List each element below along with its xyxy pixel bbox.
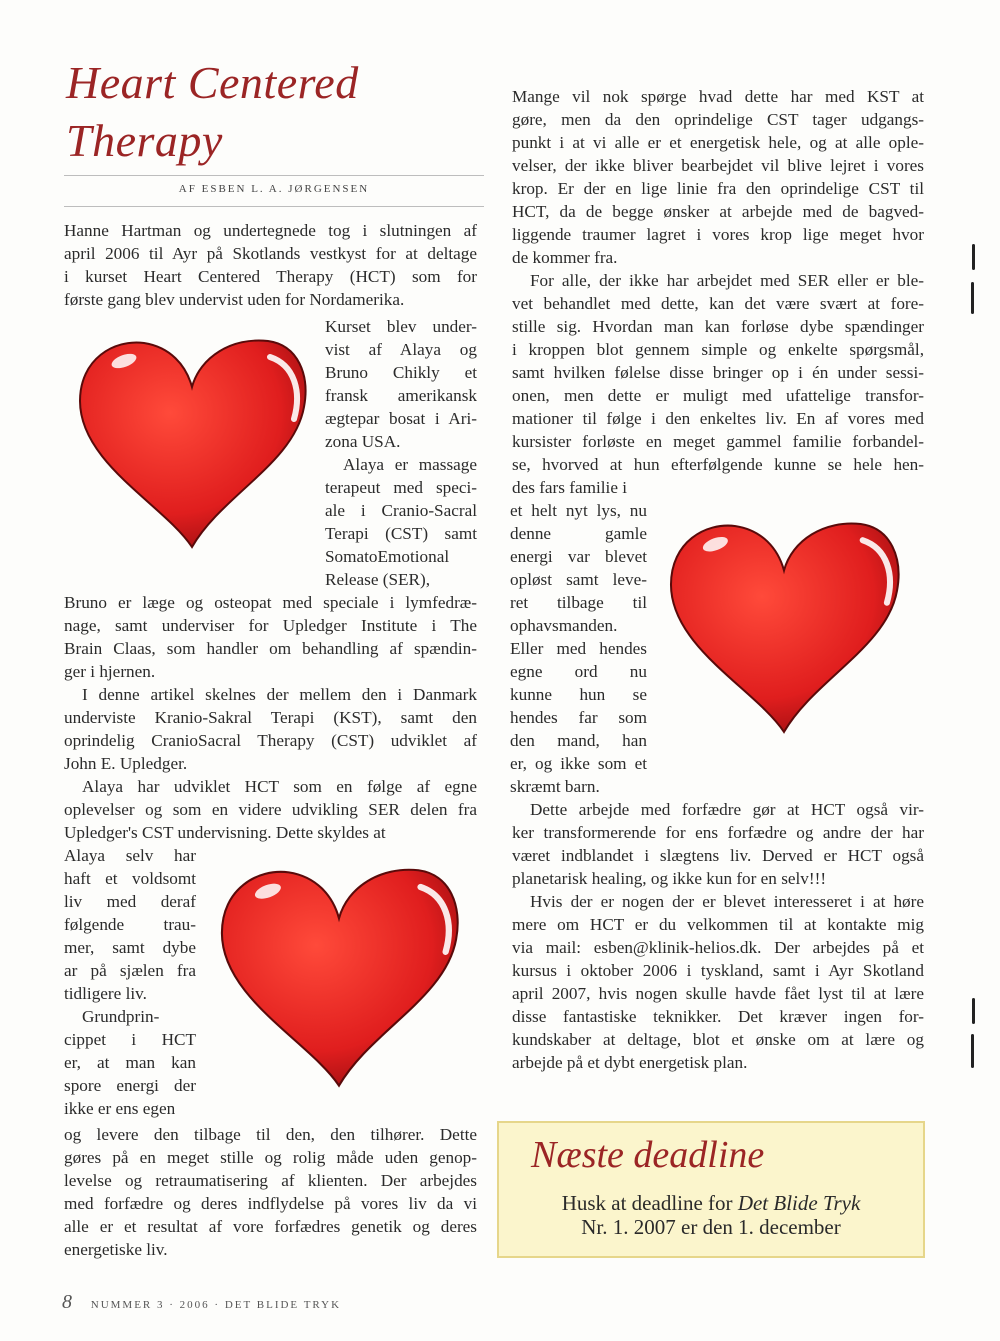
text-line: For alle, der ikke har arbejdet med SER eller er ble- [530, 271, 924, 290]
text-line: oprindelig CranioSacral Therapy (CST) udviklet af [64, 731, 477, 750]
text-line: ophavsmanden. [510, 616, 618, 635]
title-rule-top [64, 175, 484, 176]
text-line: Dette arbejde med forfædre gør at HCT også vir- [530, 800, 924, 819]
deadline-line-2: Nr. 1. 2007 er den 1. december [581, 1215, 841, 1239]
text-line: terapeut med speci- [325, 478, 477, 497]
text-line: liv med deraf [64, 892, 196, 911]
text-line: levelse og retraumatisering af klienten. Der arbejdes [64, 1171, 477, 1190]
text-line: punkt i at vi alle er et energetisk hele, og at alle ople- [512, 133, 924, 152]
text-line: hendes far som [510, 708, 647, 727]
text-line: oplevelser og som en videre udvikling SER delen fra [64, 800, 477, 819]
text-line: des fars familie i [512, 478, 628, 497]
col2-narrow-text [510, 499, 647, 798]
deadline-line-1-prefix: Husk at deadline for [561, 1191, 738, 1215]
text-line: liggende traumer lagret i vores krop lige meget hvor [512, 225, 924, 244]
text-line: vet behandlet med dette, kan det være svært at fore- [512, 294, 924, 313]
margin-mark [971, 1034, 974, 1068]
byline: AF ESBEN L. A. JØRGENSEN [178, 183, 370, 195]
title-rule-bottom [64, 206, 484, 207]
text-line: SomatoEmotional [325, 547, 450, 566]
text-line: skræmt barn. [510, 777, 600, 796]
col1-intro-paragraph [64, 219, 477, 311]
text-line: fransk amerikansk [325, 386, 477, 405]
text-line: underviste Kranio-Sakral Terapi (KST), samt den [64, 708, 477, 727]
page-number: 8 [62, 1291, 72, 1313]
text-line: ger i hjernen. [64, 662, 156, 681]
text-line: gøre, men da den oprindelige CST tager udgangs- [512, 110, 924, 129]
text-line: planetarisk healing, og ikke kun for en selv!!! [512, 869, 827, 888]
text-line: ar på sjælen fra [64, 961, 196, 980]
text-line: Kurset blev under- [325, 317, 477, 336]
text-line: HCT, da de begge ønsker at arbejde med de bagved- [512, 202, 924, 221]
footer-text: NUMMER 3 · 2006 · DET BLIDE TRYK [90, 1299, 342, 1311]
text-line: Brain Claas, som handler om behandling af spændin- [64, 639, 477, 658]
text-line: via mail: esben@klinik-helios.dk. Der arbejdes på et [512, 938, 924, 957]
text-line: energi var blevet [510, 547, 647, 566]
text-line: spore energi der [64, 1076, 196, 1095]
text-line: i kroppen blot gennem simple og enkelte spørgsmål, [512, 340, 924, 359]
text-line: Upledger's CST undervisning. Dette skyldes at [64, 823, 386, 842]
text-line: egne ord nu [510, 662, 647, 681]
margin-mark [972, 998, 975, 1024]
text-line: denne gamle [510, 524, 647, 543]
text-line: energetiske liv. [64, 1240, 168, 1259]
text-line: med forfædre og deres indflydelse på vores liv da vi [64, 1194, 477, 1213]
text-line: april 2006 til Ayr på Skotlands vestkyst for at deltage [64, 244, 477, 263]
text-line: Alaya selv har [64, 846, 196, 865]
text-line: vist af Alaya og [325, 340, 477, 359]
text-line: mere om HCT er du velkommen til at kontakte mig [512, 915, 924, 934]
text-line: opløst samt leve- [510, 570, 647, 589]
text-line: Release (SER), [325, 570, 431, 589]
text-line: er, at man kan [64, 1053, 196, 1072]
heart-illustration-2 [210, 864, 468, 1094]
deadline-line-1 [499, 1191, 923, 1216]
margin-mark [972, 244, 975, 270]
text-line: kursister forløste en meget gammel familie forbandel- [512, 432, 924, 451]
text-line: zona USA. [325, 432, 401, 451]
text-line: Hvis der er nogen der er blevet interesseret i at høre [530, 892, 924, 911]
page-footer [62, 1291, 341, 1314]
article-title [66, 54, 486, 170]
col1-body-text-1 [64, 591, 477, 844]
deadline-title: Næste deadline [531, 1134, 765, 1176]
text-line: nage, samt underviser for Upledger Institute i The [64, 616, 477, 635]
text-line: kunne hun se [510, 685, 647, 704]
text-line: ret tilbage til [510, 593, 647, 612]
text-line: ale i Cranio-Sacral [325, 501, 477, 520]
text-line: Mange vil nok spørge hvad dette har med KST at [512, 87, 924, 106]
deadline-notice [497, 1121, 925, 1258]
text-line: er, og ikke som et [510, 754, 647, 773]
margin-mark [971, 282, 974, 314]
text-line: Alaya har udviklet HCT som en følge af egne [82, 777, 477, 796]
text-line: Alaya er massage [343, 455, 477, 474]
text-line: alle er et resultat af vore forfædres genetik og deres [64, 1217, 477, 1236]
col1-body-text-2 [64, 1123, 477, 1261]
text-line: gøres på en meget stille og rolig måde uden genop- [64, 1148, 477, 1167]
text-line: arbejde på et dybt energetisk plan. [512, 1053, 748, 1072]
heart-illustration-3 [658, 518, 910, 740]
text-line: mationer til følge i den enkeltes liv. En af vores med [512, 409, 924, 428]
title-line-2: Therapy [66, 115, 223, 166]
col2-body-text-1 [512, 85, 924, 499]
text-line: Terapi (CST) samt [325, 524, 477, 543]
col2-body-text-2 [512, 798, 924, 1074]
text-line: haft et voldsomt [64, 869, 196, 888]
heart-illustration-1 [72, 335, 312, 555]
text-line: den mand, han [510, 731, 647, 750]
text-line: krop. Er der en lige linie fra den oprindelige CST til [512, 179, 924, 198]
text-line: ægtepar bosat i Ari- [325, 409, 477, 428]
text-line: Grundprin- [82, 1007, 160, 1026]
text-line: første gang blev undervist uden for Nordamerika. [64, 290, 405, 309]
text-line: kursus i oktober 2006 i tyskland, samt i Ayr Skotland [512, 961, 924, 980]
text-line: Bruno Chikly et [325, 363, 477, 382]
text-line: se, hvorved at hun efterfølgende kunne se hele hen- [512, 455, 924, 474]
magazine-name: Det Blide Tryk [737, 1191, 861, 1215]
text-line: ker transformerende for ens forfædre og andre der har [512, 823, 924, 842]
text-line: I denne artikel skelnes der mellem den i Danmark [82, 685, 477, 704]
text-line: de kommer fra. [512, 248, 618, 267]
text-line: John E. Upledger. [64, 754, 188, 773]
text-line: samt hvilken følelse disse bringer op i én under sessi- [512, 363, 924, 382]
text-line: mer, samt dybe [64, 938, 196, 957]
col1-narrow-text-1 [325, 315, 477, 591]
title-line-1: Heart Centered [66, 57, 359, 108]
text-line: følgende trau- [64, 915, 196, 934]
text-line: onen, men dette er muligt med ufattelige transfor- [512, 386, 924, 405]
text-line: Hanne Hartman og undertegnede tog i slutningen af [64, 221, 477, 240]
text-line: april 2007, hvis nogen skulle havde fået lyst til at lære [512, 984, 924, 1003]
text-line: kundskaber at deltage, blot et ønske om at lære og [512, 1030, 924, 1049]
text-line: været indblandet i slægtens liv. Derved er HCT også [512, 846, 924, 865]
text-line: et helt nyt lys, nu [510, 501, 647, 520]
text-line: disse fantastiske teknikker. Det kræver ingen for- [512, 1007, 924, 1026]
col1-narrow-text-2 [64, 844, 196, 1120]
text-line: og levere den tilbage til den, den tilhører. Dette [64, 1125, 477, 1144]
text-line: ikke er ens egen [64, 1099, 176, 1118]
text-line: stille sig. Hvordan man kan forløse dybe spændinger [512, 317, 924, 336]
text-line: tidligere liv. [64, 984, 147, 1003]
text-line: velser, der ikke bliver bearbejdet vil blive lejret i vores [512, 156, 924, 175]
text-line: cippet i HCT [64, 1030, 196, 1049]
text-line: i kurset Heart Centered Therapy (HCT) som for [64, 267, 477, 286]
text-line: Bruno er læge og osteopat med speciale i lymfedræ- [64, 593, 477, 612]
text-line: Eller med hendes [510, 639, 647, 658]
